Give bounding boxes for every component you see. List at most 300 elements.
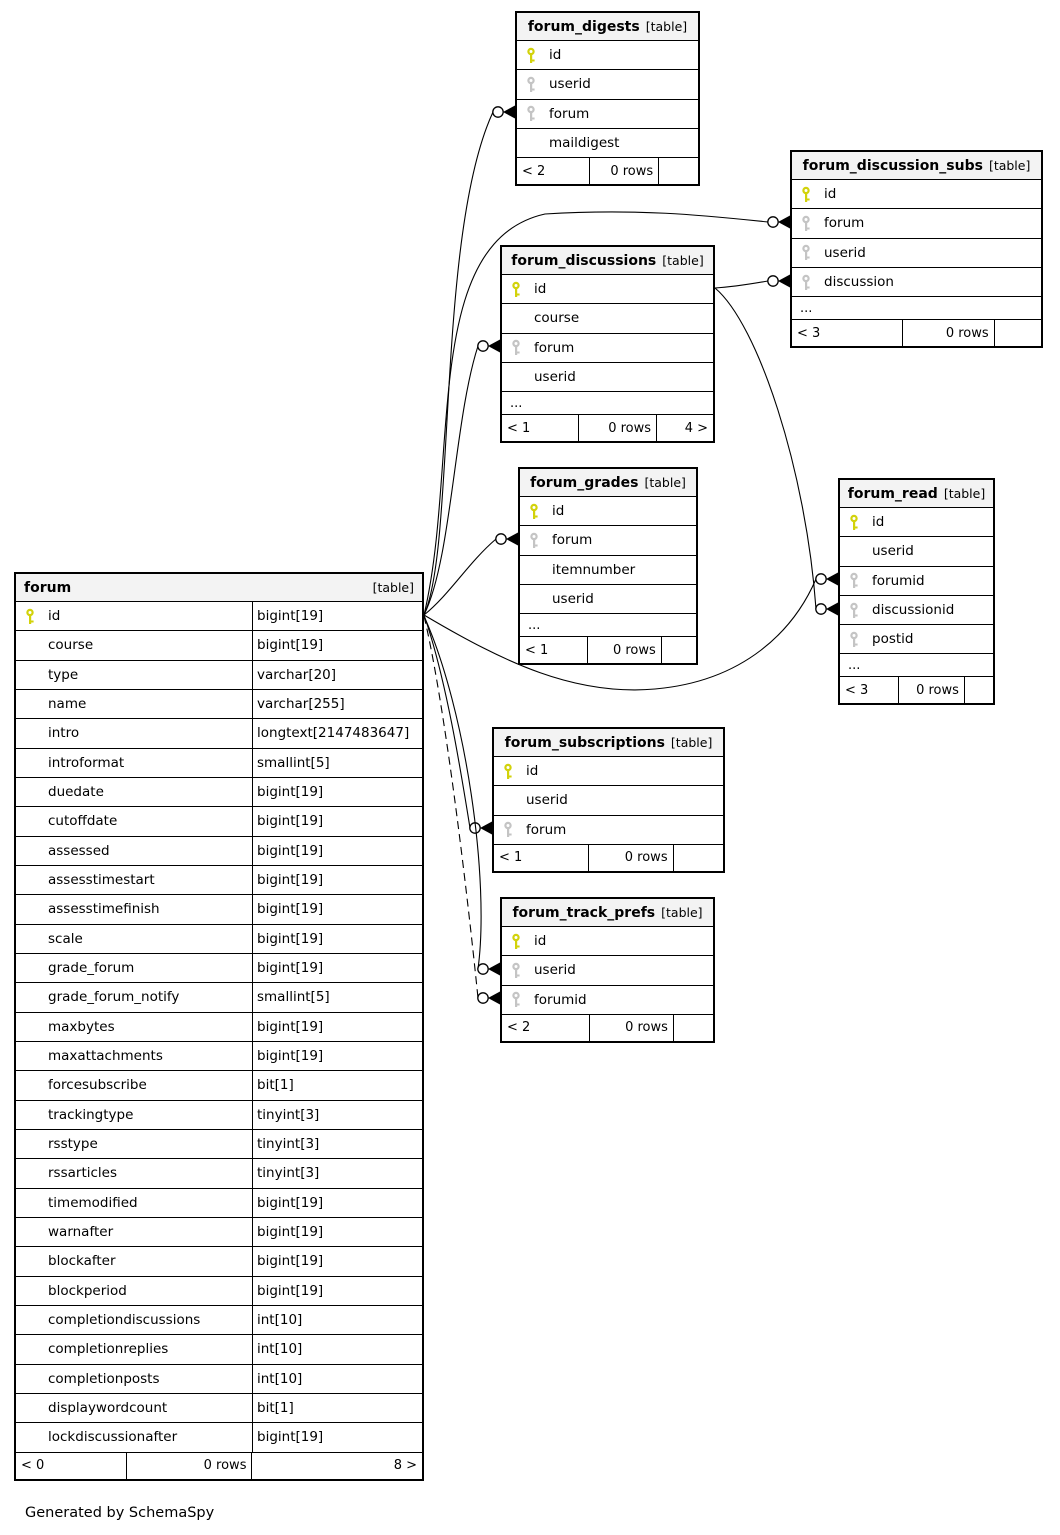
column-type: bit[1] — [252, 1071, 422, 1099]
column-name-cell — [16, 749, 252, 777]
column-row-type — [16, 661, 422, 690]
column-name: maildigest — [549, 135, 620, 152]
table-tag: [table] — [644, 475, 686, 490]
column-name-cell — [16, 983, 252, 1011]
column-name: userid — [526, 792, 568, 809]
key-cell — [801, 244, 812, 261]
column-name-cell — [792, 268, 894, 296]
column-row-userid — [792, 239, 1041, 268]
foreign-key-icon — [526, 76, 537, 93]
column-name: blockafter — [48, 1253, 116, 1270]
row-count: 0 rows — [589, 1015, 673, 1041]
crowfoot-icon — [488, 963, 500, 976]
column-row-discussionid — [840, 596, 993, 625]
column-name-cell — [520, 497, 564, 525]
column-name: forum — [549, 105, 590, 122]
child-count — [661, 637, 696, 663]
table-title[interactable]: forum_digests — [527, 18, 640, 35]
column-type: bigint[19] — [252, 631, 422, 659]
column-name-cell — [16, 1013, 252, 1041]
parent-count: < 1 — [507, 420, 531, 436]
table-header — [502, 899, 713, 927]
key-cell — [511, 339, 522, 356]
crowfoot-icon — [488, 992, 500, 1005]
key-cell — [511, 962, 522, 979]
table-tag: [table] — [372, 580, 414, 595]
table-title[interactable]: forum — [24, 579, 72, 596]
key-cell — [526, 76, 537, 93]
column-row-forum — [520, 526, 696, 555]
crowfoot-icon — [480, 822, 492, 835]
column-row-discussion — [792, 268, 1041, 297]
column-name-cell — [16, 954, 252, 982]
relationship-line-forum_digests.forum-to-forum.id — [424, 112, 493, 615]
child-count: 8 > — [251, 1453, 422, 1479]
table-forum_read — [838, 478, 995, 705]
column-type: tinyint[3] — [252, 1130, 422, 1158]
column-row-id — [16, 602, 422, 631]
table-title[interactable]: forum_read — [847, 485, 938, 502]
parent-count: < 3 — [797, 325, 821, 341]
column-row-timemodified — [16, 1189, 422, 1218]
column-type: varchar[20] — [252, 661, 422, 689]
column-type: smallint[5] — [252, 749, 422, 777]
foreign-key-icon — [801, 274, 812, 291]
row-count: 0 rows — [578, 415, 656, 441]
column-name: userid — [552, 591, 594, 608]
zero-or-more-circle-icon — [816, 604, 826, 614]
foreign-key-icon — [849, 631, 860, 648]
primary-key-icon — [849, 514, 860, 531]
column-name: completionposts — [48, 1370, 160, 1387]
column-name-cell — [502, 363, 576, 391]
key-cell — [511, 281, 522, 298]
column-name-cell — [16, 1423, 252, 1451]
column-row-forcesubscribe — [16, 1071, 422, 1100]
column-name: id — [552, 503, 565, 520]
key-cell — [529, 503, 540, 520]
column-name-cell — [16, 1247, 252, 1275]
column-type: int[10] — [252, 1335, 422, 1363]
table-tag: [table] — [661, 905, 703, 920]
column-name: id — [534, 933, 547, 950]
relationship-line-forum_discussion_subs.discussion-to-forum_discussions.id — [715, 281, 768, 288]
column-name: userid — [824, 244, 866, 261]
column-name-cell — [16, 1394, 252, 1422]
column-name: id — [824, 186, 837, 203]
primary-key-icon — [529, 503, 540, 520]
column-type: tinyint[3] — [252, 1101, 422, 1129]
crowfoot-icon — [506, 533, 518, 546]
key-cell — [849, 514, 860, 531]
column-name-cell — [16, 778, 252, 806]
column-name-cell — [502, 275, 546, 303]
row-count: 0 rows — [588, 845, 673, 871]
column-name: intro — [48, 725, 80, 742]
column-name: warnafter — [48, 1224, 114, 1241]
column-name: scale — [48, 930, 83, 947]
child-count: 4 > — [656, 415, 713, 441]
column-row-course — [502, 304, 713, 333]
column-name: userid — [534, 962, 576, 979]
row-count: 0 rows — [898, 677, 964, 703]
column-name-cell — [494, 816, 566, 844]
table-header — [840, 480, 993, 508]
column-name-cell — [502, 956, 576, 984]
table-title[interactable]: forum_discussion_subs — [802, 157, 983, 174]
foreign-key-icon — [849, 572, 860, 589]
column-name-cell — [16, 1042, 252, 1070]
table-forum — [14, 572, 424, 1481]
column-name-cell — [16, 1159, 252, 1187]
column-name: assesstimestart — [48, 872, 155, 889]
foreign-key-icon — [849, 602, 860, 619]
table-title[interactable]: forum_track_prefs — [512, 904, 656, 921]
table-tag: [table] — [670, 735, 713, 750]
table-header — [520, 469, 696, 497]
relationship-line-forum_track_prefs.userid-to-forum.id — [424, 616, 481, 969]
column-name: grade_forum_notify — [48, 989, 180, 1006]
crowfoot-icon — [826, 573, 838, 586]
table-header — [16, 574, 422, 602]
parent-count: < 1 — [499, 850, 523, 866]
primary-key-icon — [801, 186, 812, 203]
foreign-key-icon — [511, 962, 522, 979]
column-name-cell — [840, 567, 925, 595]
column-type: tinyint[3] — [252, 1159, 422, 1187]
column-name-cell — [16, 807, 252, 835]
foreign-key-icon — [529, 532, 540, 549]
column-name: postid — [872, 631, 914, 648]
key-cell — [503, 763, 514, 780]
row-count: 0 rows — [587, 637, 661, 663]
column-row-forum — [517, 100, 698, 129]
relationship-line-forum_track_prefs.forumid-to-forum.id — [424, 616, 478, 998]
column-name-cell — [16, 895, 252, 923]
key-cell — [526, 47, 537, 64]
column-name: displaywordcount — [48, 1400, 168, 1417]
column-type: bit[1] — [252, 1394, 422, 1422]
table-forum_subscriptions — [492, 727, 725, 873]
column-row-assessed — [16, 837, 422, 866]
key-cell — [849, 631, 860, 648]
column-name-cell — [502, 986, 587, 1014]
column-name-cell — [16, 837, 252, 865]
column-name-cell — [16, 690, 252, 718]
column-row-id — [792, 180, 1041, 209]
column-row-rsstype — [16, 1130, 422, 1159]
column-type: bigint[19] — [252, 954, 422, 982]
table-footer — [792, 320, 1041, 346]
column-type: bigint[19] — [252, 895, 422, 923]
crowfoot-icon — [778, 275, 790, 288]
column-name: id — [534, 281, 547, 298]
column-row-assesstimestart — [16, 866, 422, 895]
column-name: assesstimefinish — [48, 901, 160, 918]
column-row-trackingtype — [16, 1101, 422, 1130]
more-columns-ellipsis: ... — [520, 614, 696, 637]
column-name-cell — [840, 596, 954, 624]
key-cell — [25, 608, 36, 625]
column-name: timemodified — [48, 1194, 138, 1211]
column-name: duedate — [48, 784, 104, 801]
key-cell — [511, 933, 522, 950]
key-cell — [801, 215, 812, 232]
schemaspy-caption: Generated by SchemaSpy — [25, 1505, 215, 1521]
column-name-cell — [520, 526, 592, 554]
column-row-scale — [16, 925, 422, 954]
table-header — [494, 729, 723, 757]
column-name-cell — [792, 209, 864, 237]
column-name-cell — [792, 239, 866, 267]
column-row-userid — [494, 786, 723, 815]
key-cell — [801, 186, 812, 203]
column-name-cell — [16, 1189, 252, 1217]
column-name-cell — [502, 334, 574, 362]
more-columns-ellipsis: ... — [792, 297, 1041, 320]
column-row-blockafter — [16, 1247, 422, 1276]
child-count — [658, 158, 698, 184]
column-row-id — [517, 41, 698, 70]
column-row-itemnumber — [520, 556, 696, 585]
column-row-forum — [502, 334, 713, 363]
column-name-cell — [840, 625, 913, 653]
table-footer — [840, 677, 993, 703]
column-name-cell — [16, 1365, 252, 1393]
column-name-cell — [16, 1130, 252, 1158]
column-row-completionposts — [16, 1365, 422, 1394]
column-name: name — [48, 696, 87, 713]
foreign-key-icon — [801, 215, 812, 232]
column-row-grade_forum_notify — [16, 983, 422, 1012]
row-count: 0 rows — [589, 158, 658, 184]
column-row-userid — [502, 363, 713, 392]
column-row-postid — [840, 625, 993, 654]
column-name: id — [526, 763, 539, 780]
crowfoot-icon — [778, 216, 790, 229]
table-footer — [517, 158, 698, 184]
column-name: maxattachments — [48, 1048, 163, 1065]
primary-key-icon — [526, 47, 537, 64]
primary-key-icon — [25, 608, 36, 625]
column-name: trackingtype — [48, 1106, 134, 1123]
child-count — [673, 1015, 713, 1041]
column-name-cell — [792, 180, 836, 208]
column-row-rssarticles — [16, 1159, 422, 1188]
foreign-key-icon — [801, 244, 812, 261]
child-count — [994, 320, 1041, 346]
parent-count: < 0 — [21, 1458, 45, 1474]
column-type: bigint[19] — [252, 1189, 422, 1217]
foreign-key-icon — [503, 821, 514, 838]
column-row-lockdiscussionafter — [16, 1423, 422, 1452]
column-name: id — [872, 514, 885, 531]
table-forum_grades — [518, 467, 698, 665]
primary-key-icon — [511, 933, 522, 950]
column-row-userid — [517, 70, 698, 99]
column-name-cell — [16, 1277, 252, 1305]
column-name-cell — [16, 602, 252, 630]
column-row-course — [16, 631, 422, 660]
column-type: bigint[19] — [252, 837, 422, 865]
row-count: 0 rows — [902, 320, 994, 346]
column-name: itemnumber — [552, 561, 636, 578]
table-title[interactable]: forum_subscriptions — [504, 734, 665, 751]
column-name: forum — [552, 532, 593, 549]
column-name: forum — [534, 339, 575, 356]
row-count: 0 rows — [126, 1453, 252, 1479]
more-columns-ellipsis: ... — [502, 392, 713, 415]
column-name: course — [48, 637, 94, 654]
column-type: int[10] — [252, 1365, 422, 1393]
table-header — [502, 247, 713, 275]
column-name: userid — [872, 543, 914, 560]
table-header — [792, 152, 1041, 180]
zero-or-more-circle-icon — [493, 107, 503, 117]
column-row-userid — [502, 956, 713, 985]
table-tag: [table] — [943, 486, 986, 501]
column-row-blockperiod — [16, 1277, 422, 1306]
column-name: forcesubscribe — [48, 1077, 147, 1094]
column-name-cell — [502, 927, 546, 955]
column-name-cell — [517, 129, 619, 157]
column-name: blockperiod — [48, 1282, 127, 1299]
column-row-cutoffdate — [16, 807, 422, 836]
key-cell — [526, 105, 537, 122]
column-name: grade_forum — [48, 960, 135, 977]
table-footer — [502, 415, 713, 441]
column-row-id — [502, 927, 713, 956]
zero-or-more-circle-icon — [478, 993, 488, 1003]
table-title[interactable]: forum_grades — [530, 474, 639, 491]
column-type: bigint[19] — [252, 602, 422, 630]
column-row-completiondiscussions — [16, 1306, 422, 1335]
column-type: bigint[19] — [252, 807, 422, 835]
column-name: forumid — [872, 572, 925, 589]
column-type: varchar[255] — [252, 690, 422, 718]
table-forum_digests — [515, 11, 700, 186]
column-type: bigint[19] — [252, 1013, 422, 1041]
column-name: discussion — [824, 274, 894, 291]
crowfoot-icon — [503, 106, 515, 119]
column-name-cell — [840, 508, 884, 536]
table-footer — [16, 1453, 422, 1479]
column-name: discussionid — [872, 602, 955, 619]
column-name-cell — [16, 925, 252, 953]
column-type: bigint[19] — [252, 1423, 422, 1451]
column-row-introformat — [16, 749, 422, 778]
column-type: bigint[19] — [252, 1218, 422, 1246]
parent-count: < 2 — [522, 163, 546, 179]
table-tag: [table] — [988, 158, 1031, 173]
column-name-cell — [517, 70, 591, 98]
column-row-completionreplies — [16, 1335, 422, 1364]
column-name-cell — [16, 1218, 252, 1246]
column-row-maxattachments — [16, 1042, 422, 1071]
child-count — [964, 677, 993, 703]
table-forum_discussions — [500, 245, 715, 443]
column-type: bigint[19] — [252, 1042, 422, 1070]
column-row-forumid — [840, 567, 993, 596]
column-type: longtext[2147483647] — [252, 719, 422, 747]
column-name: assessed — [48, 842, 110, 859]
column-name: forum — [526, 821, 567, 838]
parent-count: < 2 — [507, 1020, 531, 1036]
table-forum_track_prefs — [500, 897, 715, 1043]
foreign-key-icon — [511, 991, 522, 1008]
zero-or-more-circle-icon — [768, 276, 778, 286]
key-cell — [849, 572, 860, 589]
column-row-grade_forum — [16, 954, 422, 983]
column-row-displaywordcount — [16, 1394, 422, 1423]
column-name: type — [48, 666, 79, 683]
table-title[interactable]: forum_discussions — [511, 252, 657, 269]
column-name: completionreplies — [48, 1341, 169, 1358]
parent-count: < 1 — [525, 642, 549, 658]
table-footer — [502, 1015, 713, 1041]
table-tag: [table] — [645, 19, 688, 34]
column-name: forumid — [534, 991, 587, 1008]
column-row-id — [520, 497, 696, 526]
foreign-key-icon — [526, 105, 537, 122]
column-name-cell — [517, 41, 561, 69]
column-row-forum — [792, 209, 1041, 238]
column-name-cell — [16, 1071, 252, 1099]
column-name-cell — [16, 1306, 252, 1334]
column-type: bigint[19] — [252, 925, 422, 953]
column-row-duedate — [16, 778, 422, 807]
table-header — [517, 13, 698, 41]
column-row-warnafter — [16, 1218, 422, 1247]
column-name-cell — [494, 757, 538, 785]
key-cell — [529, 532, 540, 549]
column-name: rssarticles — [48, 1165, 117, 1182]
column-name-cell — [16, 661, 252, 689]
column-name-cell — [502, 304, 579, 332]
zero-or-more-circle-icon — [496, 534, 506, 544]
column-name: lockdiscussionafter — [48, 1429, 178, 1446]
column-name-cell — [520, 585, 594, 613]
column-name: maxbytes — [48, 1018, 115, 1035]
column-name-cell — [16, 866, 252, 894]
column-name-cell — [16, 1335, 252, 1363]
column-name: introformat — [48, 754, 125, 771]
column-type: bigint[19] — [252, 1277, 422, 1305]
zero-or-more-circle-icon — [478, 341, 488, 351]
column-row-maildigest — [517, 129, 698, 158]
table-footer — [494, 845, 723, 871]
column-name: completiondiscussions — [48, 1312, 201, 1329]
column-name: userid — [549, 76, 591, 93]
table-tag: [table] — [662, 253, 704, 268]
column-type: bigint[19] — [252, 1247, 422, 1275]
column-row-forumid — [502, 986, 713, 1015]
column-name-cell — [16, 1101, 252, 1129]
column-type: bigint[19] — [252, 866, 422, 894]
column-name: course — [534, 310, 580, 327]
column-row-intro — [16, 719, 422, 748]
column-name: userid — [534, 369, 576, 386]
column-name: id — [48, 608, 61, 625]
column-row-id — [840, 508, 993, 537]
column-row-userid — [520, 585, 696, 614]
column-name-cell — [517, 100, 589, 128]
column-name: forum — [824, 215, 865, 232]
column-row-userid — [840, 537, 993, 566]
column-name-cell — [494, 786, 568, 814]
column-name-cell — [16, 719, 252, 747]
more-columns-ellipsis: ... — [840, 654, 993, 677]
